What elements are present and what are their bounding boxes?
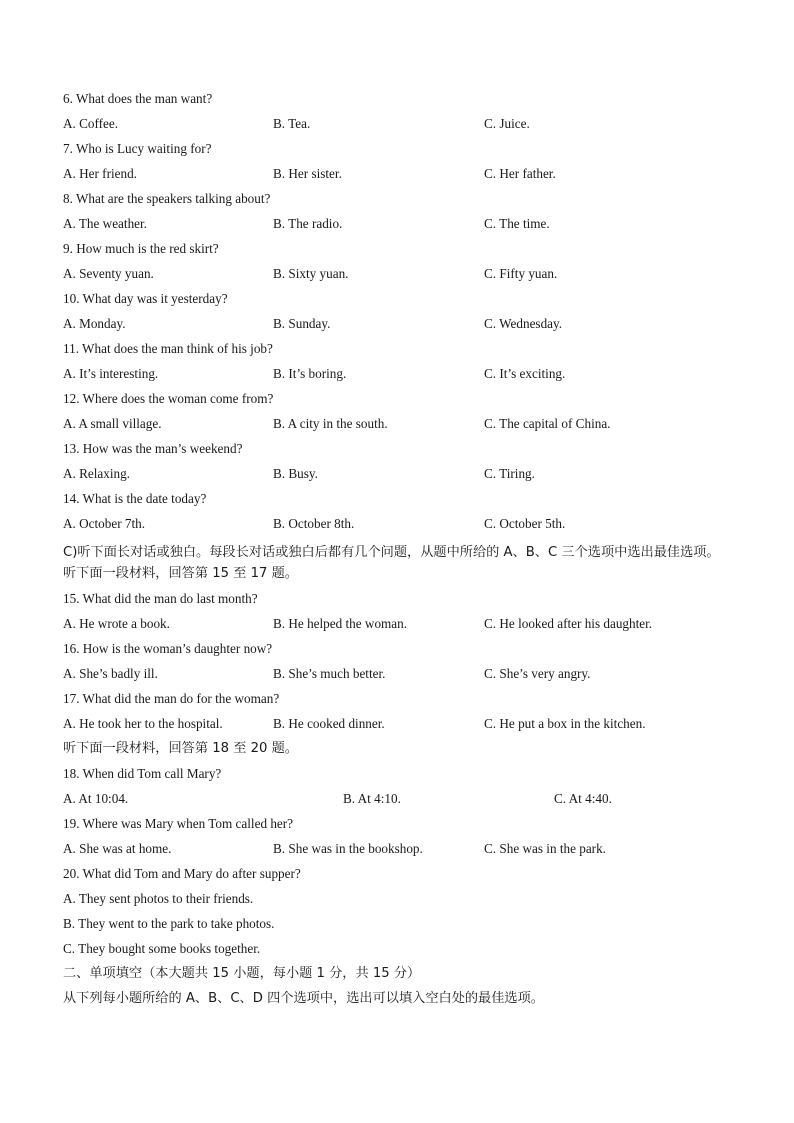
question-15: 15. What did the man do last month? <box>63 591 258 606</box>
option-a: A. They sent photos to their friends. <box>63 891 254 906</box>
option-b: B. Tea. <box>273 116 311 131</box>
question-10: 10. What day was it yesterday? <box>63 291 228 306</box>
options-14 <box>63 515 743 540</box>
option-a: A. A small village. <box>63 416 162 431</box>
question-12: 12. Where does the woman come from? <box>63 391 274 406</box>
option-a: A. October 7th. <box>63 516 146 531</box>
option-c: C. Her father. <box>484 166 556 181</box>
option-c: C. It’s exciting. <box>484 366 566 381</box>
option-c: C. She’s very angry. <box>484 666 591 681</box>
option-a: A. She’s badly ill. <box>63 666 158 681</box>
group-instruction-15-17: 听下面一段材料，回答第 15 至 17 题。 <box>63 566 298 581</box>
option-b: B. They went to the park to take photos. <box>63 916 275 931</box>
options-19 <box>63 840 743 865</box>
option-a: A. Seventy yuan. <box>63 266 154 281</box>
group-instruction-18-20: 听下面一段材料，回答第 18 至 20 题。 <box>63 741 298 756</box>
option-a: A. The weather. <box>63 216 147 231</box>
options-13 <box>63 465 743 490</box>
option-b: B. It’s boring. <box>273 366 347 381</box>
question-7: 7. Who is Lucy waiting for? <box>63 141 212 156</box>
option-c: C. Juice. <box>484 116 530 131</box>
option-c: C. Tiring. <box>484 466 535 481</box>
options-9 <box>63 265 743 290</box>
option-a: A. It’s interesting. <box>63 366 159 381</box>
option-c: C. Wednesday. <box>484 316 563 331</box>
option-a: A. She was at home. <box>63 841 172 856</box>
option-a: A. Her friend. <box>63 166 137 181</box>
options-16 <box>63 665 743 690</box>
option-c: C. They bought some books together. <box>63 941 261 956</box>
option-b: B. October 8th. <box>273 516 355 531</box>
option-c: C. October 5th. <box>484 516 566 531</box>
option-b: B. Sixty yuan. <box>273 266 349 281</box>
option-a: A. Monday. <box>63 316 126 331</box>
question-16: 16. How is the woman’s daughter now? <box>63 641 273 656</box>
question-6: 6. What does the man want? <box>63 91 213 106</box>
section-c-instruction: C)听下面长对话或独白。每段长对话或独白后都有几个问题，从题中所给的 A、B、C 三个选项中选出最佳选项。 <box>63 545 720 560</box>
option-b: B. Sunday. <box>273 316 331 331</box>
option-c: C. He put a box in the kitchen. <box>484 716 646 731</box>
question-9: 9. How much is the red skirt? <box>63 241 219 256</box>
part2-instruction: 从下列每小题所给的 A、B、C、D 四个选项中，选出可以填入空白处的最佳选项。 <box>63 991 544 1006</box>
question-14: 14. What is the date today? <box>63 491 207 506</box>
option-b: B. She was in the bookshop. <box>273 841 423 856</box>
option-c: C. Fifty yuan. <box>484 266 558 281</box>
option-c: C. At 4:40. <box>554 791 612 806</box>
options-17 <box>63 715 743 740</box>
options-15 <box>63 615 743 640</box>
option-a: A. At 10:04. <box>63 791 129 806</box>
option-b: B. She’s much better. <box>273 666 386 681</box>
options-12 <box>63 415 743 440</box>
option-c: C. He looked after his daughter. <box>484 616 653 631</box>
option-a: A. Relaxing. <box>63 466 131 481</box>
option-b: B. At 4:10. <box>343 791 401 806</box>
question-8: 8. What are the speakers talking about? <box>63 191 271 206</box>
option-b: B. The radio. <box>273 216 343 231</box>
options-18 <box>63 790 743 815</box>
options-6 <box>63 115 743 140</box>
options-10 <box>63 315 743 340</box>
option-b: B. He helped the woman. <box>273 616 408 631</box>
exam-page <box>63 90 743 1015</box>
question-17: 17. What did the man do for the woman? <box>63 691 280 706</box>
option-a: A. He took her to the hospital. <box>63 716 223 731</box>
options-7 <box>63 165 743 190</box>
option-c: C. The capital of China. <box>484 416 611 431</box>
question-13: 13. How was the man’s weekend? <box>63 441 243 456</box>
options-11 <box>63 365 743 390</box>
option-b: B. He cooked dinner. <box>273 716 385 731</box>
option-b: B. Busy. <box>273 466 318 481</box>
option-b: B. A city in the south. <box>273 416 388 431</box>
option-a: A. Coffee. <box>63 116 119 131</box>
part2-heading: 二、单项填空（本大题共 15 小题，每小题 1 分，共 15 分） <box>63 966 421 981</box>
question-18: 18. When did Tom call Mary? <box>63 766 222 781</box>
question-20: 20. What did Tom and Mary do after supper? <box>63 866 301 881</box>
option-a: A. He wrote a book. <box>63 616 170 631</box>
question-11: 11. What does the man think of his job? <box>63 341 273 356</box>
option-b: B. Her sister. <box>273 166 342 181</box>
option-c: C. She was in the park. <box>484 841 606 856</box>
option-c: C. The time. <box>484 216 550 231</box>
options-8 <box>63 215 743 240</box>
question-19: 19. Where was Mary when Tom called her? <box>63 816 294 831</box>
